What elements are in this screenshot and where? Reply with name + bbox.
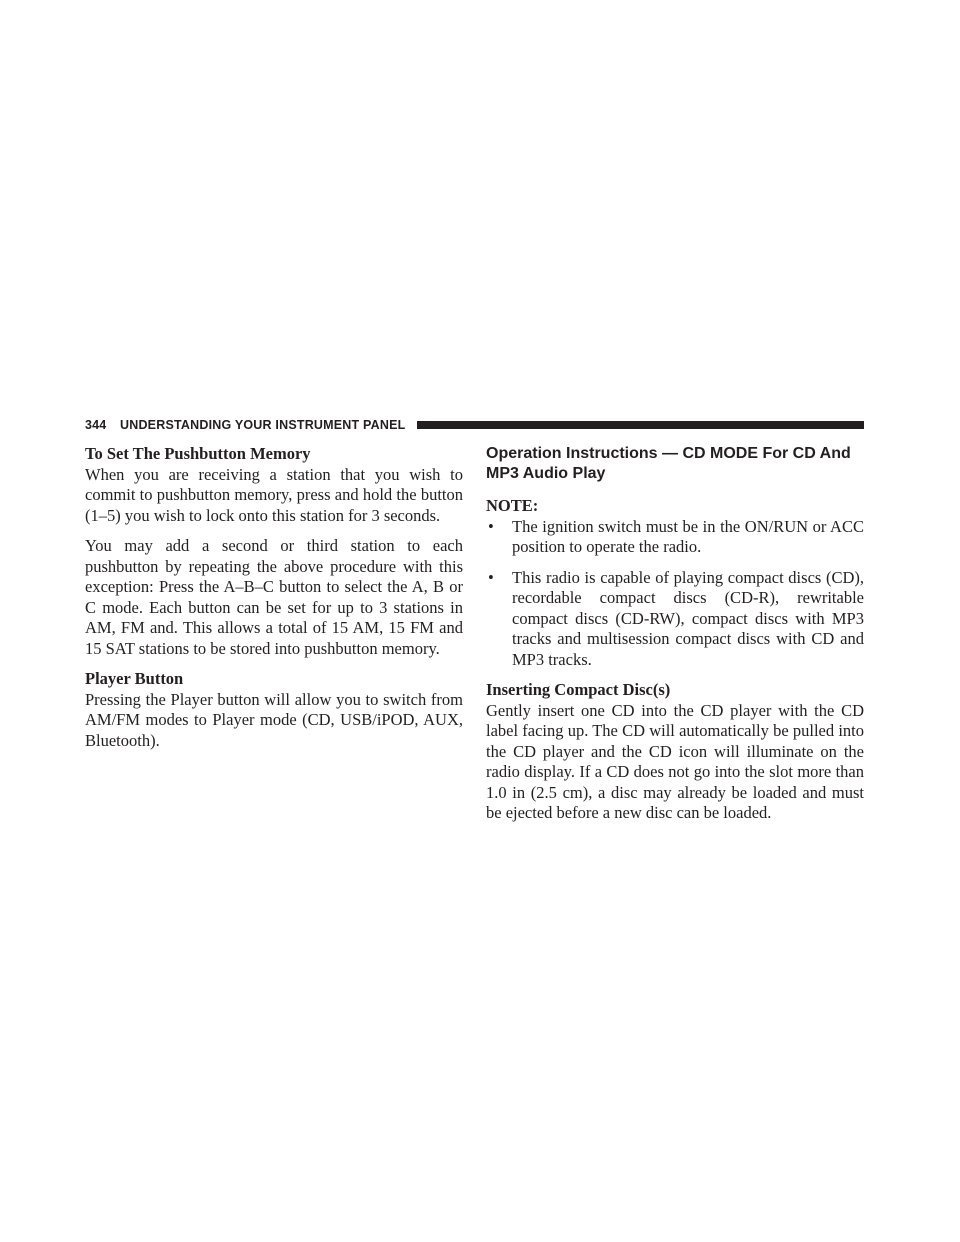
player-button-heading: Player Button [85,669,184,688]
bullet-dot: • [488,567,494,587]
right-column [486,444,864,834]
bullet-text: This radio is capable of playing compact discs (CD), recordable compact discs (CD-R), rewritable compact discs (CD-RW), compact discs with MP3 tracks and multisession compact discs with CD and MP3 tracks. [512,567,864,669]
note-bullet [486,568,864,671]
inserting-paragraph: Gently insert one CD into the CD player with the CD label facing up. The CD will automatically be pulled into the CD player and the CD icon will illuminate on the radio display. If a CD does not go into the slot more than 1.0 in (2.5 cm), a disc may already be loaded and must be ejected before a new disc can be loaded. [486,700,864,822]
note-bullet [486,517,864,558]
pushbutton-memory-heading: To Set The Pushbutton Memory [85,444,311,463]
pushbutton-memory-paragraph: You may add a second or third station to each pushbutton by repeating the above procedure with this exception: Press the A–B–C button to select the A, B or C mode. Each button can be set for up to 3 stations in AM, FM and. This allows a total of 15 AM, 15 FM and 15 SAT stations to be stored into pushbutton memory. [85,536,463,658]
note-label: NOTE: [486,496,539,515]
section-title: UNDERSTANDING YOUR INSTRUMENT PANEL [120,418,406,432]
cd-mode-heading: Operation Instructions — CD MODE For CD And MP3 Audio Play [486,445,851,482]
page-number: 344 [85,418,107,432]
bullet-dot: • [488,516,494,536]
bullet-text: The ignition switch must be in the ON/RUN or ACC position to operate the radio. [512,516,864,556]
pushbutton-memory-paragraph: When you are receiving a station that you wish to commit to pushbutton memory, press and hold the button (1–5) you wish to lock onto this station for 3 seconds. [85,464,463,525]
running-head [85,417,864,437]
header-rule [417,421,864,429]
left-column [85,444,463,761]
player-button-paragraph: Pressing the Player button will allow you to switch from AM/FM modes to Player mode (CD, USB/iPOD, AUX, Bluetooth). [85,689,463,750]
inserting-heading: Inserting Compact Disc(s) [486,680,671,699]
